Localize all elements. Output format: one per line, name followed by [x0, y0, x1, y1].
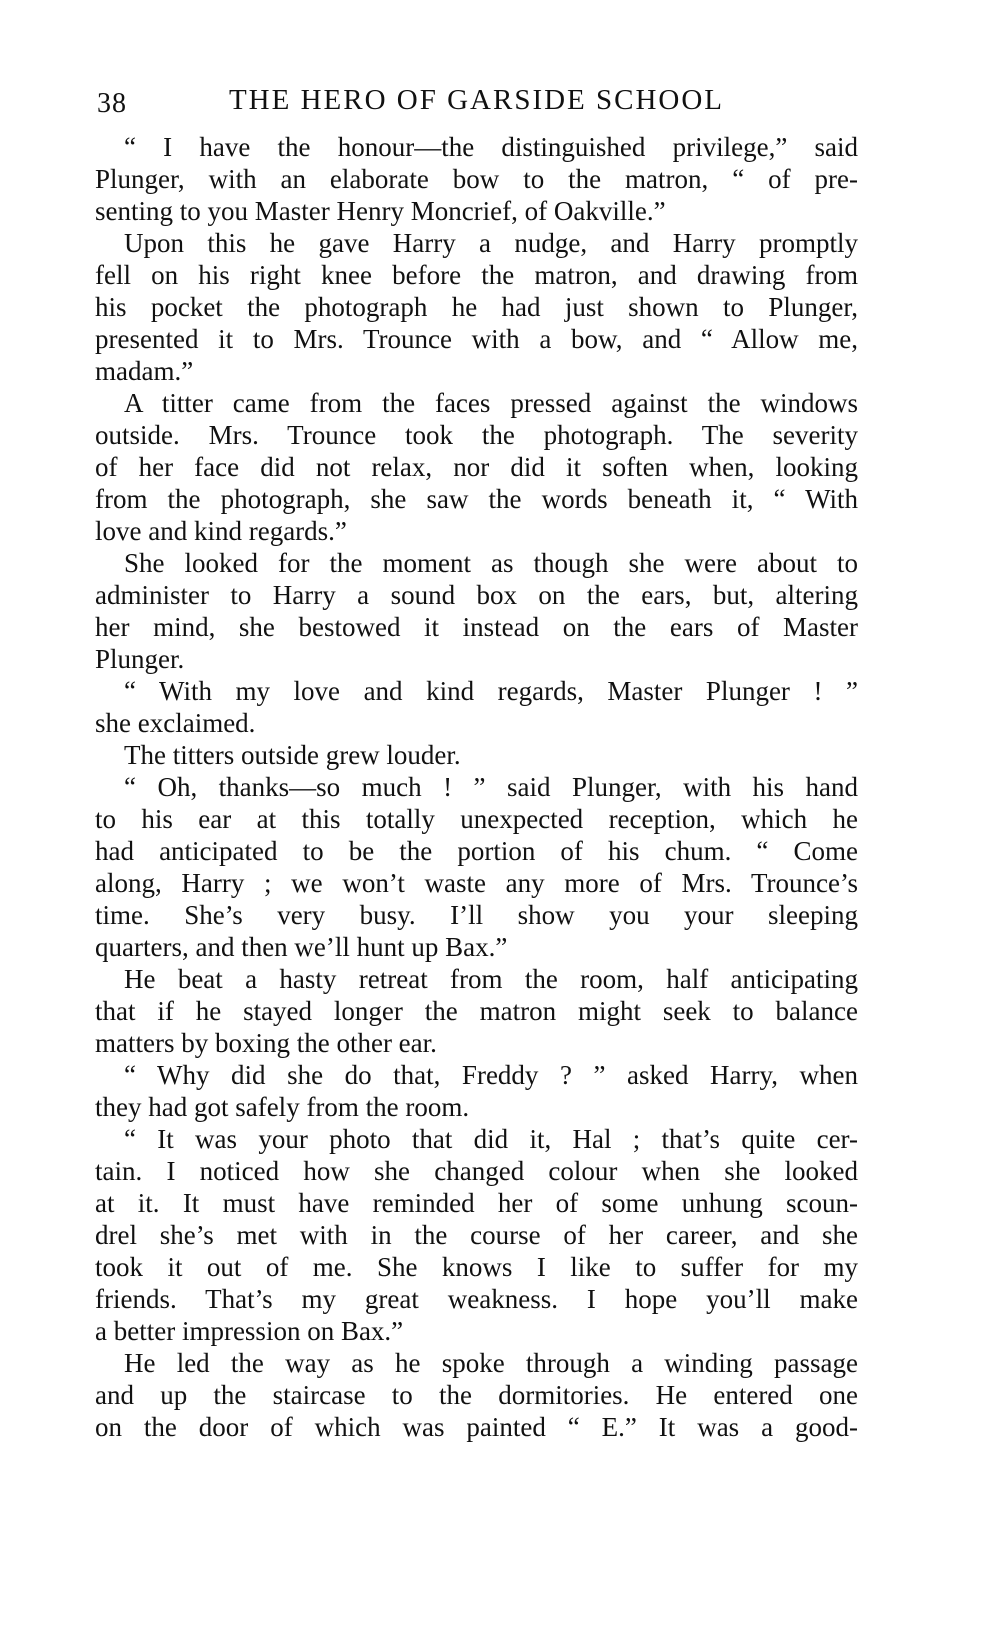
- text-line: quarters, and then we’ll hunt up Bax.”: [95, 932, 508, 962]
- text-line: The titters outside grew louder.: [124, 740, 461, 770]
- text-line: tain. I noticed how she changed colour when she looked: [95, 1156, 858, 1186]
- text-line: love and kind regards.”: [95, 516, 347, 546]
- paragraph: [95, 131, 858, 227]
- text-line: outside. Mrs. Trounce took the photograph. The severity: [95, 420, 858, 450]
- text-line: had anticipated to be the portion of his chum. “ Come: [95, 836, 858, 866]
- text-line: from the photograph, she saw the words beneath it, “ With: [95, 484, 858, 514]
- text-line: He led the way as he spoke through a winding passage: [124, 1348, 858, 1378]
- paragraph: [95, 1059, 858, 1123]
- text-line: fell on his right knee before the matron, and drawing from: [95, 260, 858, 290]
- text-line: they had got safely from the room.: [95, 1092, 470, 1122]
- paragraph: [95, 387, 858, 547]
- paragraph: [95, 227, 858, 387]
- page-header: [95, 84, 858, 120]
- text-line: Plunger.: [95, 644, 185, 674]
- text-line: took it out of me. She knows I like to suffer for my: [95, 1252, 858, 1282]
- text-line: a better impression on Bax.”: [95, 1316, 404, 1346]
- text-line: A titter came from the faces pressed against the windows: [124, 388, 858, 418]
- text-line: He beat a hasty retreat from the room, half anticipating: [124, 964, 858, 994]
- text-line: and up the staircase to the dormitories. He entered one: [95, 1380, 858, 1410]
- paragraph: [95, 547, 858, 675]
- text-line: along, Harry ; we won’t waste any more of Mrs. Trounce’s: [95, 868, 858, 898]
- body-text: [95, 131, 858, 1443]
- text-line: She looked for the moment as though she were about to: [124, 548, 858, 578]
- text-line: of her face did not relax, nor did it soften when, looking: [95, 452, 858, 482]
- text-line: on the door of which was painted “ E.” It was a good-: [95, 1412, 858, 1442]
- text-line: that if he stayed longer the matron might seek to balance: [95, 996, 858, 1026]
- text-line: friends. That’s my great weakness. I hope you’ll make: [95, 1284, 858, 1314]
- text-line: his pocket the photograph he had just shown to Plunger,: [95, 292, 858, 322]
- paragraph: [95, 1347, 858, 1443]
- paragraph: [95, 963, 858, 1059]
- text-line: drel she’s met with in the course of her career, and she: [95, 1220, 858, 1250]
- paragraph: [95, 675, 858, 739]
- text-line: “ With my love and kind regards, Master Plunger ! ”: [124, 676, 858, 706]
- text-line: at it. It must have reminded her of some unhung scoun-: [95, 1188, 858, 1218]
- text-line: madam.”: [95, 356, 194, 386]
- text-line: “ Oh, thanks—so much ! ” said Plunger, with his hand: [124, 772, 858, 802]
- text-line: she exclaimed.: [95, 708, 256, 738]
- text-line: to his ear at this totally unexpected reception, which he: [95, 804, 858, 834]
- text-line: presented it to Mrs. Trounce with a bow, and “ Allow me,: [95, 324, 858, 354]
- text-line: “ I have the honour—the distinguished privilege,” said: [124, 132, 858, 162]
- text-line: “ It was your photo that did it, Hal ; that’s quite cer-: [124, 1124, 858, 1154]
- text-line: matters by boxing the other ear.: [95, 1028, 437, 1058]
- paragraph: [95, 1123, 858, 1347]
- text-line: “ Why did she do that, Freddy ? ” asked Harry, when: [124, 1060, 858, 1090]
- paragraph: [95, 739, 858, 771]
- text-line: her mind, she bestowed it instead on the ears of Master: [95, 612, 858, 642]
- text-line: time. She’s very busy. I’ll show you your sleeping: [95, 900, 858, 930]
- text-line: senting to you Master Henry Moncrief, of Oakville.”: [95, 196, 666, 226]
- paragraph: [95, 771, 858, 963]
- running-title: THE HERO OF GARSIDE SCHOOL: [228, 84, 725, 116]
- text-line: Upon this he gave Harry a nudge, and Harry promptly: [124, 228, 858, 258]
- page-number: 38: [97, 88, 127, 119]
- text-line: administer to Harry a sound box on the ears, but, altering: [95, 580, 858, 610]
- text-line: Plunger, with an elaborate bow to the matron, “ of pre-: [95, 164, 858, 194]
